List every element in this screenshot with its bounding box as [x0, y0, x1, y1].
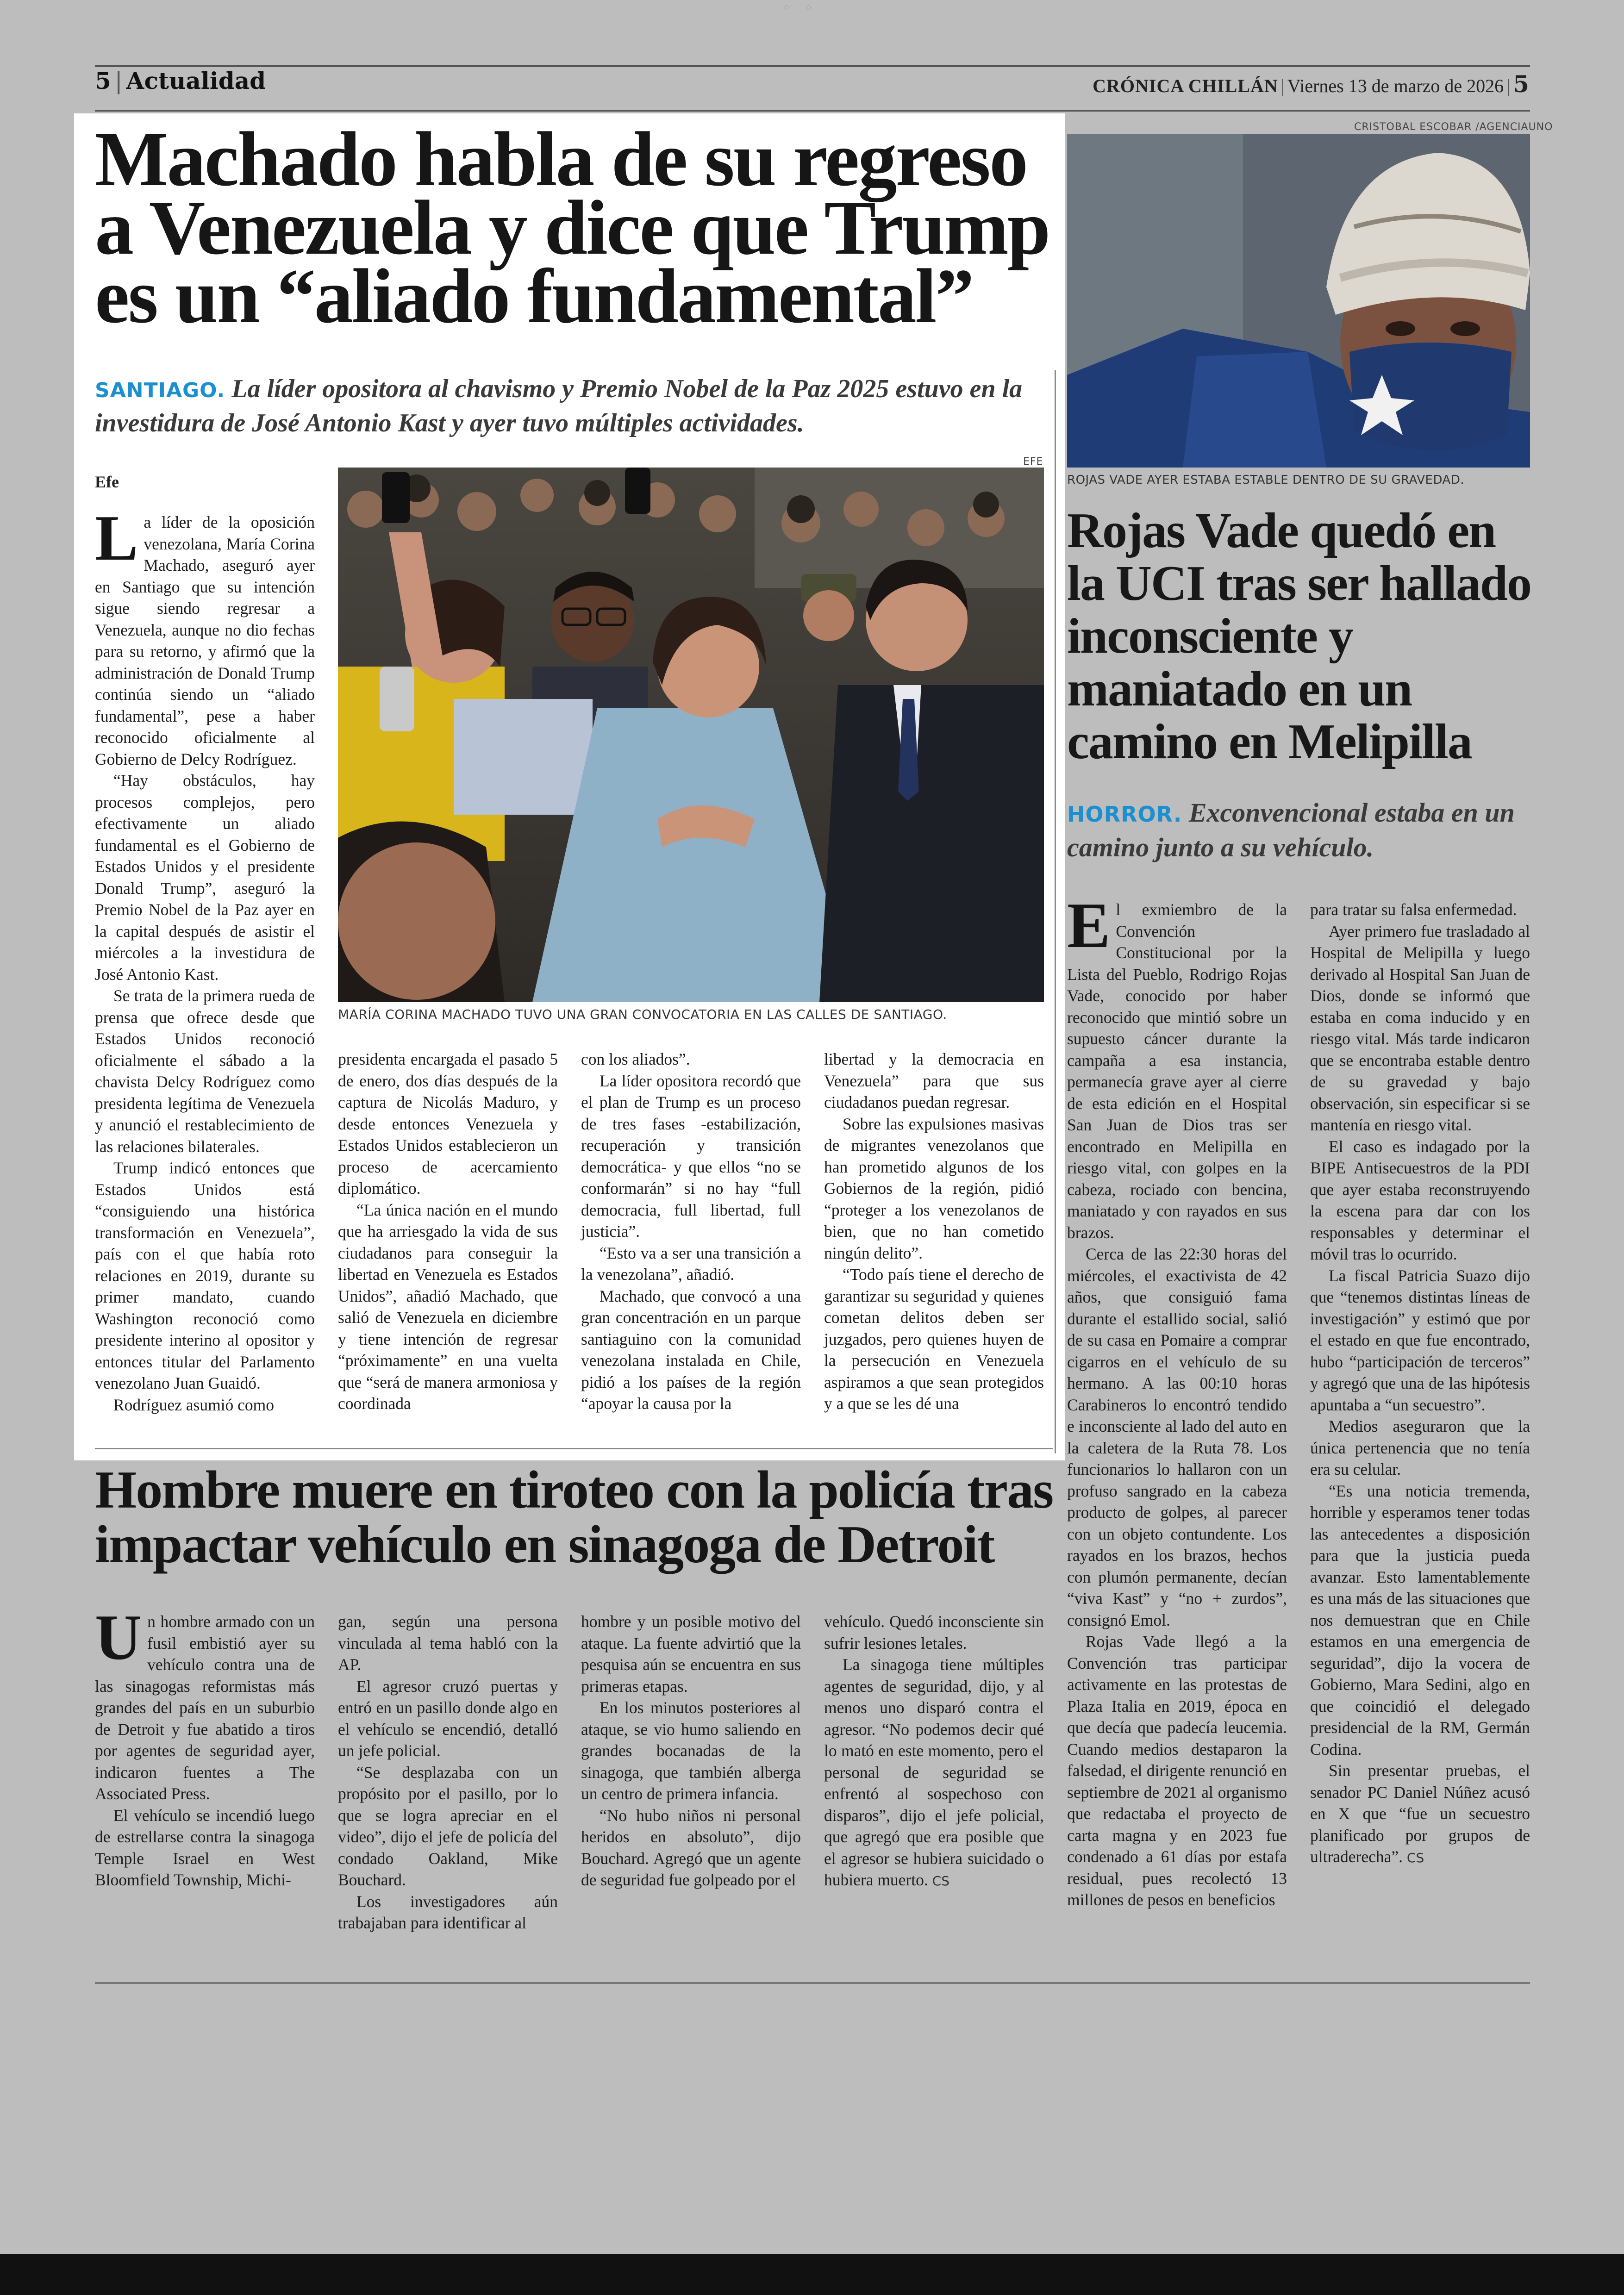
- header-top-rule: [95, 65, 1530, 67]
- main-photo: [338, 468, 1044, 1002]
- newspaper-name: CRÓNICA CHILLÁN: [1093, 75, 1278, 96]
- main-col2-p2: “La única nación en el mundo que ha arriesgado la vida de sus ciudadanos para conseguir la libertad en Venezuela es Estados Unidos”, añadió Machado, que salió de Venezuela en diciembre y tiene intención de regresar “próximamente” en una vuelta que “será de manera armoniosa y coordinada: [338, 1200, 558, 1413]
- main-col3-p2: La líder opositora recordó que el plan de Trump es un proceso de tres fases -estabilización, recuperación y transición democrática- y que ellos “no se conformarán” si no hay “full democracia, full libertad, full justicia”.: [581, 1071, 801, 1241]
- side-col1-p1: El exmiembro de la Convención Constitucional por la Lista del Pueblo, Rodrigo Rojas Vade, conocido por haber reconocido que mintió sobre un supuesto cáncer durante la campaña a esa instancia, permanecía grave ayer al cierre de esta edición en el Hospital San Juan de Dios tras ser encontrado en Melipilla en riesgo vital, con golpes en la cabeza, rociado con bencina, maniatado y con rayados en sus brazos.: [1067, 890, 1287, 1242]
- viewer-bottom-bar: [0, 2254, 1624, 2295]
- third-col3-p3: “No hubo niños ni personal heridos en absoluto”, dijo Bouchard. Agregó que un agente de seguridad fue golpeado por el: [581, 1806, 801, 1889]
- side-col2-p5: Medios aseguraron que la única pertenencia que no tenía era su celular.: [1310, 1417, 1530, 1478]
- side-column-1: [1067, 890, 1287, 1911]
- end-mark-icon: CS: [932, 1873, 949, 1889]
- main-col4-p1: libertad y la democracia en Venezuela” para que sus ciudadanos puedan regresar.: [824, 1050, 1044, 1111]
- main-col4-p2: Sobre las expulsiones masivas de migrantes venezolanos que han prometido algunos de los Gobiernos de la región, pidió “proteger a los venezolanos de bien, que no han cometido ningún delito”.: [824, 1114, 1044, 1262]
- header-bottom-rule: [95, 110, 1530, 112]
- end-mark-icon: CS: [1406, 1850, 1424, 1865]
- main-kicker: SANTIAGO.: [95, 379, 225, 402]
- main-deck: [95, 373, 1049, 439]
- issue-date: Viernes 13 de marzo de 2026: [1287, 75, 1504, 96]
- drop-cap: E: [1067, 890, 1111, 961]
- main-col1-p5: Rodríguez asumió como: [113, 1395, 275, 1414]
- third-col2-p4: Los investigadores aún trabajaban para identificar al: [338, 1892, 558, 1932]
- main-col3-p4: Machado, que convocó a una gran concentración en un parque santiaguino con la comunidad venezolana instalada en Chile, pidió a los países de la región “apoyar la causa por la: [581, 1286, 801, 1413]
- main-photo-caption: MARÍA CORINA MACHADO TUVO UNA GRAN CONVOCATORIA EN LAS CALLES DE SANTIAGO.: [338, 1007, 947, 1022]
- side-col2-p3: El caso es indagado por la BIPE Antisecuestros de la PDI que ayer estaba reconstruyendo la escena para dar con los responsables y determinar el móvil tras lo ocurrido.: [1310, 1137, 1530, 1263]
- main-photo-credit: EFE: [1023, 456, 1043, 468]
- third-col1-p2: El vehículo se incendió luego de estrellarse contra la sinagoga Temple Israel en West Bloomfield Township, Michi-: [95, 1806, 315, 1889]
- page-bottom-rule: [95, 1982, 1530, 1984]
- third-col3-p1: hombre y un posible motivo del ataque. La fuente advirtió que la pesquisa aún se encuentra en sus primeras etapas.: [581, 1612, 801, 1696]
- third-column-3: [581, 1611, 801, 1891]
- drop-cap: U: [95, 1602, 142, 1673]
- side-col2-p6: “Es una noticia tremenda, horrible y esperamos tener todas las antecedentes a disposición para que la justicia pueda avanzar. Esto lamentablemente es una más de las situaciones que nos demuestran que en Chile estamos en una emergencia de seguridad”, dijo la vocera de Gobierno, Mara Sedini, algo en que coincidió el delegado presidencial de la RM, Germán Codina.: [1310, 1481, 1530, 1759]
- main-col3-p1: con los aliados”.: [581, 1050, 690, 1068]
- page-indicator-dots: ◦◦: [782, 0, 827, 16]
- main-col2-p1: presidenta encargada el pasado 5 de enero, dos días después de la captura de Nicolás Maduro, y desde entonces Venezuela y Estados Unidos establecieron un proceso de acercamiento diplomático.: [338, 1050, 558, 1197]
- third-col2-p2: El agresor cruzó puertas y entró en un pasillo donde algo en el vehículo se encendió, detalló un jefe policial.: [338, 1677, 558, 1760]
- side-deck-text: Exconvencional estaba en un camino junto a su vehículo.: [1067, 798, 1515, 862]
- third-column-2: [338, 1611, 558, 1934]
- main-col1-p4: Trump indicó entonces que Estados Unidos está “consiguiendo una histórica transformación en Venezuela”, país con el que había roto relaciones en 2019, durante su primer mandato, cuando Washington reconoció como presidente interino al opositor y entonces titular del Parlamento venezolano Juan Guaidó.: [95, 1159, 315, 1392]
- side-photo-caption: ROJAS VADE AYER ESTABA ESTABLE DENTRO DE SU GRAVEDAD.: [1067, 473, 1465, 487]
- third-col4-p1: vehículo. Quedó inconsciente sin sufrir lesiones letales.: [824, 1612, 1044, 1653]
- page-number-right: 5: [1513, 70, 1529, 98]
- side-photo: [1067, 134, 1530, 468]
- section-name: Actualidad: [126, 67, 266, 94]
- side-photo-credit: CRISTOBAL ESCOBAR /AGENCIAUNO: [1354, 121, 1553, 133]
- third-col4-p2: La sinagoga tiene múltiples agentes de seguridad, dijo, y al menos uno disparó contra el agresor. “No podemos decir qué lo mató en este momento, pero el personal de seguridad se enfrentó al sospechoso con disparos”, dijo el jefe policial, que agregó que era posible que el agresor se hubiera suicidado o hubiera muerto. CS: [824, 1655, 1044, 1889]
- side-col2-p7: Sin presentar pruebas, el senador PC Daniel Núñez acusó en X que “fue un secuestro planificado por grupos de ultraderecha”. CS: [1310, 1761, 1530, 1866]
- main-col1-p3: Se trata de la primera rueda de prensa que ofrece desde que Estados Unidos reconoció oficialmente el sábado a la chavista Delcy Rodríguez como presidenta legítima de Venezuela y anunció el restablecimiento de las relaciones bilaterales.: [95, 986, 315, 1156]
- main-deck-text: La líder opositora al chavismo y Premio Nobel de la Paz 2025 estuvo en la investidura de José Antonio Kast y ayer tuvo múltiples actividades.: [95, 374, 1023, 437]
- page-number-left: 5: [95, 67, 111, 94]
- side-deck: [1067, 796, 1530, 864]
- main-col3-p3: “Esto va a ser una transición a la venezolana”, añadió.: [581, 1243, 801, 1284]
- main-col4-p3: “Todo país tiene el derecho de garantizar su seguridad y quienes cometan delitos deben ser juzgados, pero quienes huyen de la persecución en Venezuela aspiramos a que sean protegidos y a que se les dé una: [824, 1265, 1044, 1413]
- running-head-right: CRÓNICA CHILLÁN | Viernes 13 de marzo de 2026 | 5: [1093, 70, 1529, 98]
- running-head-left: 5 | Actualidad: [95, 67, 266, 94]
- column-divider-main: [1055, 370, 1056, 1453]
- side-col1-p3: Rojas Vade llegó a la Convención tras participar activamente en las protestas de Plaza Italia en 2019, época en que decía que padecía leucemia. Cuando medios destaparon la falsedad, el dirigente renunció en septiembre de 2021 al organismo que redactaba el proyecto de carta magna y en 2023 fue condenado a 61 días por estafa residual, pues recolectó 13 millones de pesos en beneficios: [1067, 1632, 1287, 1909]
- main-column-1: [95, 502, 315, 1416]
- side-col2-p2: Ayer primero fue trasladado al Hospital de Melipilla y luego derivado al Hospital San Juan de Dios, donde se informó que estaba en coma inducido y en riesgo vital. Más tarde indicaron que se encontraba estable dentro de su gravedad y bajo observación, sin especificar si se mantenía en riesgo vital.: [1310, 922, 1530, 1134]
- main-headline: Machado habla de su regreso a Venezuela y dice que Trump es un “aliado fundamental”: [95, 116, 1049, 339]
- main-byline: Efe: [95, 473, 119, 491]
- side-col2-p1: para tratar su falsa enfermedad.: [1310, 900, 1517, 919]
- main-column-2: [338, 1048, 558, 1415]
- side-headline: Rojas Vade quedó en la UCI tras ser hallado inconsciente y maniatado en un camino en Melipilla: [1067, 503, 1531, 769]
- main-story-bottom-rule: [95, 1448, 1053, 1449]
- side-col1-p2: Cerca de las 22:30 horas del miércoles, el exactivista de 42 años, que consiguió fama durante el estallido social, salió de su casa en Pomaire a comprar cigarros en el vehículo de su hermano. A las 00:10 horas Carabineros lo encontró tendido e inconsciente al lado del auto en la caletera de la Ruta 78. Los funcionarios lo hallaron con un profuso sangrado en la cabeza producto de golpes, al parecer con un objeto contundente. Los rayados en los brazos, hechos con plumón permanente, decían “viva Kast” y “no + zurdos”, consignó Emol.: [1067, 1245, 1287, 1629]
- side-column-2: [1310, 899, 1530, 1869]
- main-col1-p2: “Hay obstáculos, hay procesos complejos, pero efectivamente un aliado fundamental es el Gobierno de Estados Unidos y el presidente Donald Trump”, aseguró la Premio Nobel de la Paz ayer en la capital después de asistir el miércoles a la investidura de José Antonio Kast.: [95, 771, 315, 984]
- main-column-4: [824, 1048, 1044, 1415]
- side-col2-p4: La fiscal Patricia Suazo dijo que “tenemos distintas líneas de investigación” y estimó que por el estado en que fue encontrado, hubo “participación de terceros” y agregó que una de las hipótesis apuntaba a “un secuestro”.: [1310, 1266, 1530, 1414]
- drop-cap: L: [95, 502, 138, 574]
- third-col2-p1: gan, según una persona vinculada al tema habló con la AP.: [338, 1612, 558, 1674]
- third-headline: Hombre muere en tiroteo con la policía tras impactar vehículo en sinagoga de Detroit: [95, 1460, 1053, 1574]
- third-column-1: [95, 1602, 315, 1891]
- third-col1-p1: Un hombre armado con un fusil embistió ayer su vehículo contra una de las sinagogas reformistas más grandes del país en un suburbio de Detroit y fue abatido a tiros por agentes de seguridad ayer, indicaron fuentes a The Associated Press.: [95, 1602, 315, 1803]
- third-column-4: [824, 1611, 1044, 1892]
- main-col1-p1: La líder de la oposición venezolana, María Corina Machado, aseguró ayer en Santiago que su intención sigue siendo regresar a Venezuela, aunque no dio fechas para su retorno, y afirmó que la administración de Donald Trump continúa siendo un “aliado fundamental”, pese a haber reconocido oficialmente al Gobierno de Delcy Rodríguez.: [95, 502, 315, 768]
- crowd-photo-illustration: [338, 468, 1044, 1002]
- third-col2-p3: “Se desplazaba con un propósito por el pasillo, por lo que se logra apreciar en el video”, dijo el jefe de policía del condado Oakland, Mike Bouchard.: [338, 1763, 558, 1889]
- side-kicker: HORROR.: [1067, 802, 1182, 827]
- portrait-photo-illustration: [1067, 134, 1530, 468]
- main-column-3: [581, 1048, 801, 1415]
- third-col3-p2: En los minutos posteriores al ataque, se vio humo saliendo en grandes bocanadas de la sinagoga, que también alberga un centro de primera infancia.: [581, 1698, 801, 1803]
